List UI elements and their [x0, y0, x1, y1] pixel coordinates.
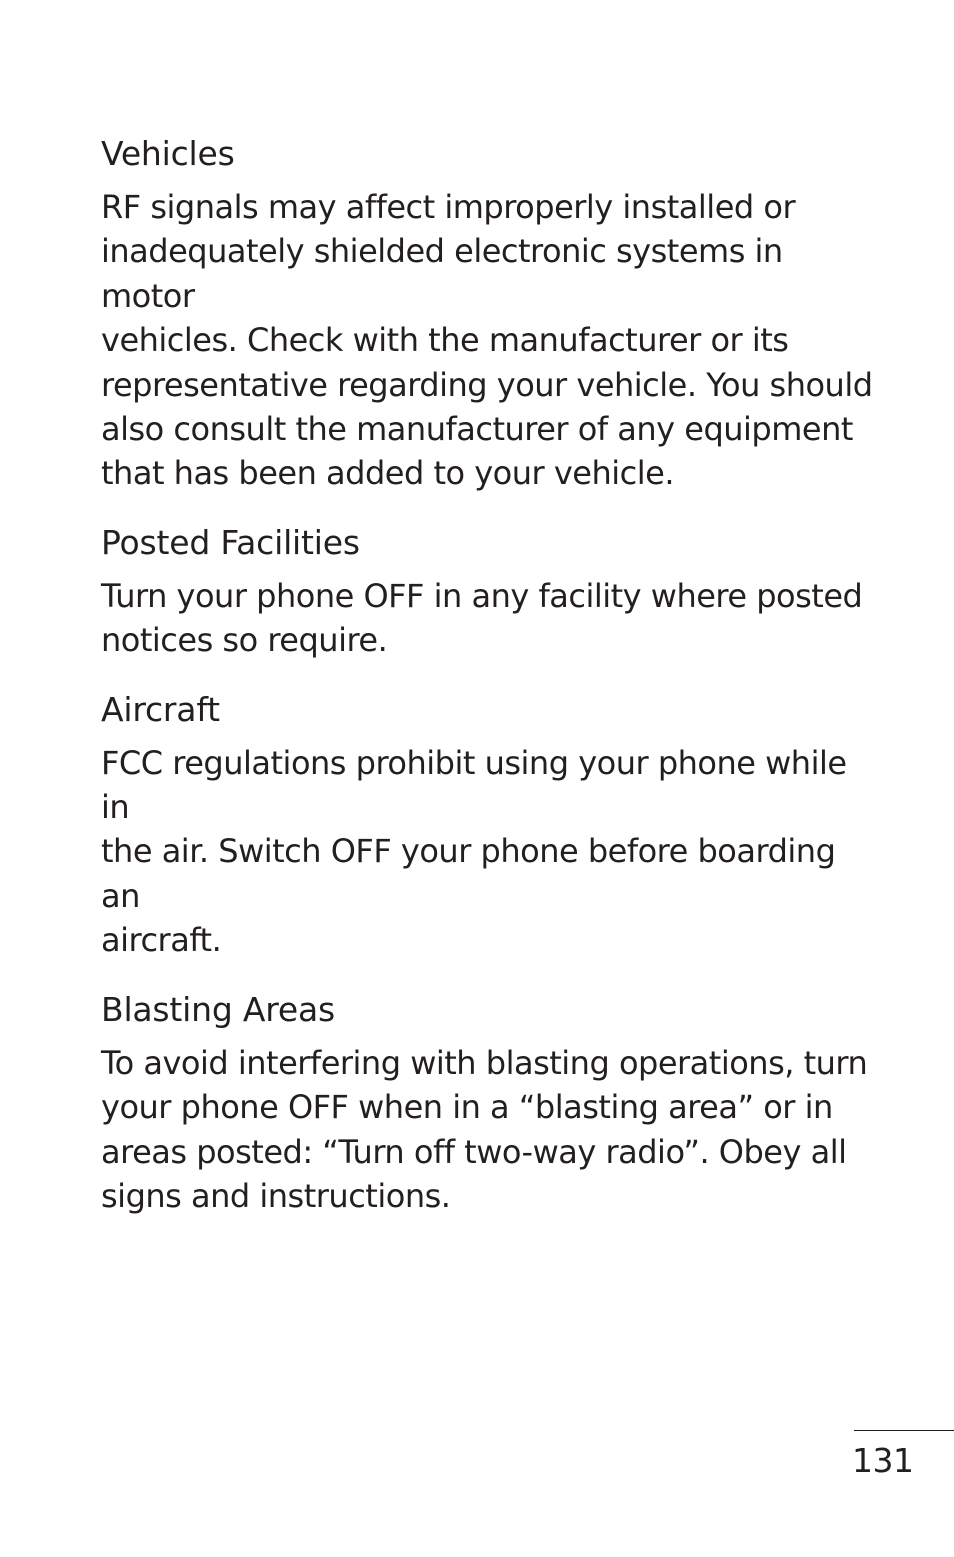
- section-body: Turn your phone OFF in any facility where posted notices so require.: [101, 576, 863, 660]
- section-heading: Posted Facilities: [101, 522, 360, 562]
- section-aircraft: [101, 687, 881, 963]
- section-body: To avoid interfering with blasting operations, turn your phone OFF when in a “blasting area” or in areas posted: “Turn off two-way radio”. Obey all signs and instructions.: [101, 1043, 868, 1215]
- section-vehicles: [101, 131, 881, 496]
- section-heading: Aircraft: [101, 689, 220, 729]
- page-content: [101, 131, 881, 1218]
- section-body: FCC regulations prohibit using your phone while in the air. Switch OFF your phone before boarding an aircraft.: [101, 743, 847, 960]
- section-heading: Vehicles: [101, 134, 235, 173]
- section-blasting-areas: [101, 987, 881, 1219]
- section-heading: Blasting Areas: [101, 989, 336, 1029]
- section-posted-facilities: [101, 520, 881, 663]
- page-number: 131: [852, 1441, 914, 1480]
- footer-divider: [854, 1430, 954, 1431]
- section-body: RF signals may affect improperly installed or inadequately shielded electronic systems in motor vehicles. Check with the manufacturer or its representative regarding your vehicle. You should also consult the manufacturer of any equipment that has been added to your vehicle.: [101, 188, 873, 493]
